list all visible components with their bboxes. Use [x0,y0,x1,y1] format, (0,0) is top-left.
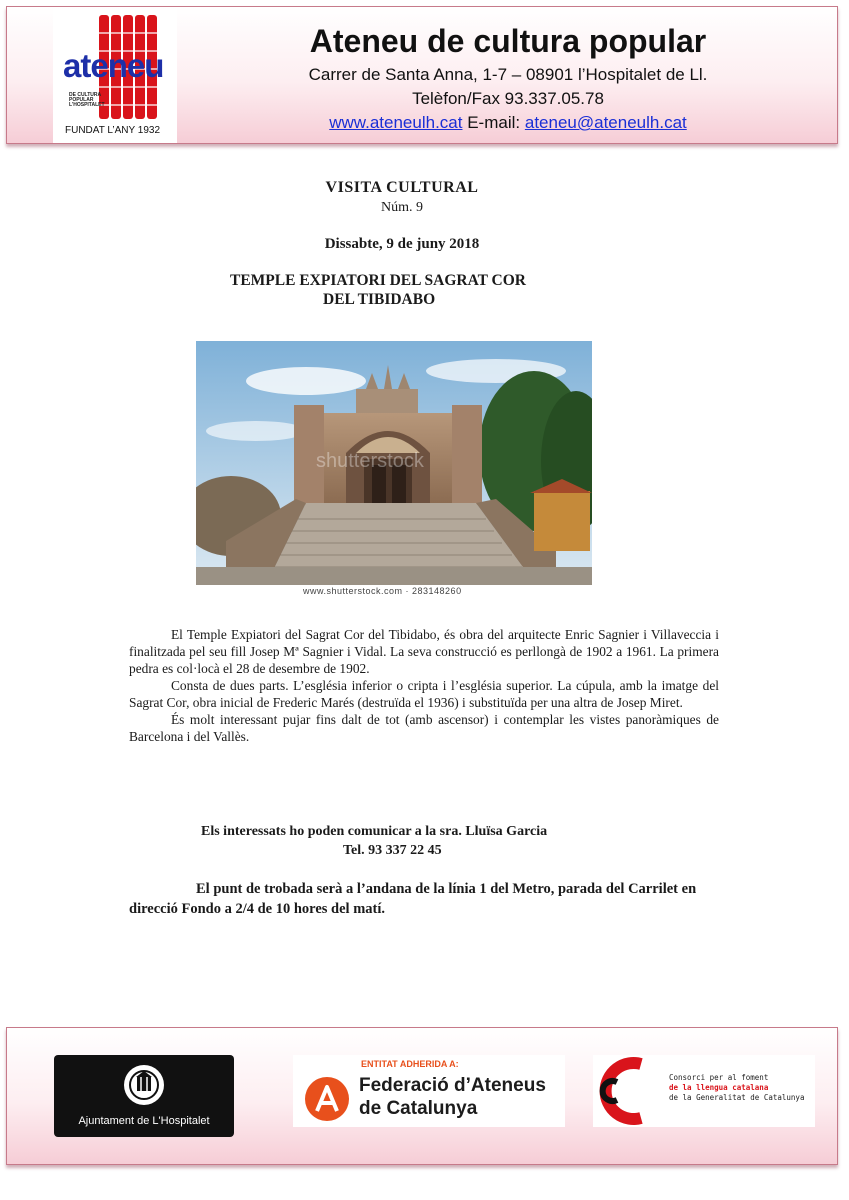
federacio-name-line1: Federació d’Ateneus [359,1075,546,1096]
paragraph: Consta de dues parts. L’església inferior o cripta i l’església superior. La cúpula, amb la imatge del Sagrat Cor, obra inicial de Frederic Marés (destruïda el 1936) i substituïda per una altra de Josep Miret. [129,678,719,710]
email-link[interactable]: ateneu@ateneulh.cat [524,113,687,132]
meeting-point-text: El punt de trobada serà a l’andana de la línia 1 del Metro, parada del Carrilet en direcció Fondo a 2/4 de 10 hores del matí. [129,881,697,917]
sponsors-footer [6,1027,838,1165]
org-address: Carrer de Santa Anna, 1-7 – 08901 l’Hospitalet de Ll. [308,65,708,84]
hospitalet-crest-icon [122,1063,166,1107]
logo-sub-line: POPULAR [69,97,94,103]
svg-text:shutterstock: shutterstock [316,450,424,472]
consorci-line-1: Consorci per al foment [669,1073,769,1082]
paragraph: És molt interessant pujar fins dalt de tot (amb ascensor) i contemplar les vistes panoràmiques de Barcelona i del Vallès. [129,712,719,744]
ateneu-logo [53,9,177,143]
logo-sub-line: DE CULTURA [69,92,102,98]
letterhead-header [6,6,838,144]
federacio-tag: ENTITAT ADHERIDA A: [361,1059,459,1069]
federacio-a-icon [303,1075,351,1123]
subject-line-1: TEMPLE EXPIATORI DEL SAGRAT COR [230,272,526,289]
consorci-c-icon [595,1056,665,1126]
contact-person: Els interessats ho poden comunicar a la sra. Lluïsa Garcia [201,824,548,839]
website-link[interactable]: www.ateneulh.cat [329,113,463,132]
meeting-point [129,879,719,919]
photo-watermark: www.shutterstock.com · 283148260 [303,586,462,596]
org-contact-line [177,113,839,133]
doc-number: Núm. 9 [381,200,423,215]
email-label: E-mail: [467,113,521,132]
federacio-ateneus-logo [293,1055,565,1127]
temple-illustration [196,341,592,585]
body-text [129,626,719,745]
ajuntament-label: Ajuntament de L'Hospitalet [78,1115,210,1127]
consorci-line-3: de la Generalitat de Catalunya [669,1093,805,1102]
doc-heading: VISITA CULTURAL [325,179,479,196]
ajuntament-hospitalet-logo [54,1055,234,1137]
logo-founded: FUNDAT L’ANY 1932 [65,125,161,136]
doc-date: Dissabte, 9 de juny 2018 [324,236,480,252]
consorci-llengua-logo [593,1055,815,1127]
logo-wordmark: ateneu [63,47,164,84]
temple-photo [196,341,592,585]
contact-phone: Tel. 93 337 22 45 [343,843,442,858]
consorci-line-2: de la llengua catalana [669,1083,769,1092]
org-phone: Telèfon/Fax 93.337.05.78 [412,89,604,108]
org-title: Ateneu de cultura popular [309,23,707,59]
subject-line-2: DEL TIBIDABO [323,291,436,308]
logo-subtitle [69,93,129,108]
logo-sub-line: L'HOSPITALET [69,102,105,108]
federacio-name-line2: de Catalunya [359,1098,478,1119]
paragraph: El Temple Expiatori del Sagrat Cor del Tibidabo, és obra del arquitecte Enric Sagnier i Villaveccia i finalitzada pel seu fill Josep Mª Sagnier i Vidal. La seva construcció es perllongà de 1902 a 1961. La primera pedra es col·locà el 28 de desembre de 1902. [129,627,719,676]
